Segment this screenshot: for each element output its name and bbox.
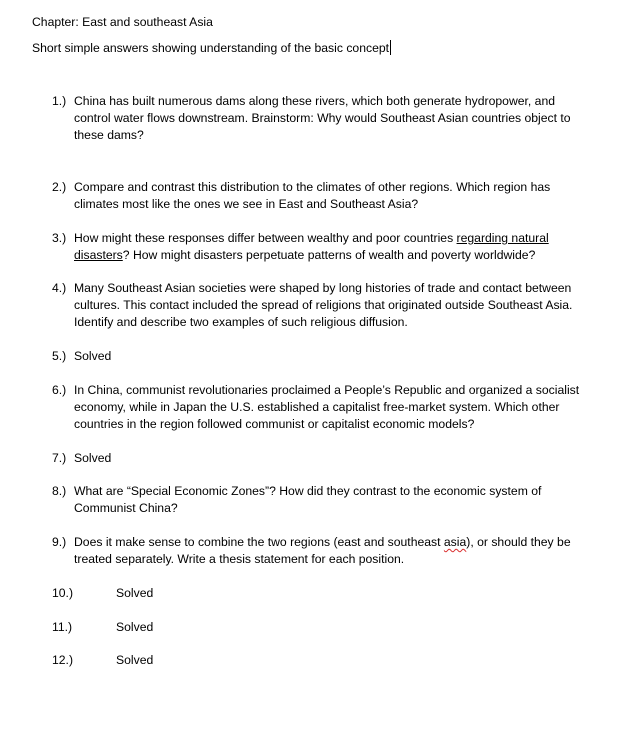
question-text: What are “Special Economic Zones”? How did they contrast to the economic system of Communist China? bbox=[74, 484, 542, 515]
question-number: 3.) bbox=[52, 231, 67, 245]
question-number: 7.) bbox=[52, 451, 67, 465]
question-number: 9.) bbox=[52, 535, 67, 549]
question-item-10 bbox=[52, 585, 592, 602]
question-text bbox=[74, 534, 592, 568]
question-number: 8.) bbox=[52, 484, 67, 498]
question-item-2 bbox=[52, 179, 592, 213]
question-number: 4.) bbox=[52, 281, 67, 295]
question-number: 11.) bbox=[52, 620, 73, 634]
question-text: Many Southeast Asian societies were shaped by long histories of trade and contact between cultures. This contact included the spread of religions that originated outside Southeast Asia. Identify and describe two examples of such religious diffusion. bbox=[74, 281, 573, 329]
answer-status: Solved bbox=[116, 586, 154, 600]
question-item-7 bbox=[52, 450, 592, 467]
question-item-1 bbox=[52, 93, 592, 144]
question-text bbox=[74, 230, 592, 264]
question-item-4 bbox=[52, 280, 592, 331]
question-text: In China, communist revolutionaries proclaimed a People’s Republic and organized a socialist economy, while in Japan the U.S. established a capitalist free-market system. Which other countries in the region followed communist or capitalist economic models? bbox=[74, 383, 580, 431]
answer-status: Solved bbox=[74, 349, 112, 363]
question-text-part: Does it make sense to combine the two regions (east and southeast bbox=[74, 535, 444, 549]
question-item-12 bbox=[52, 652, 592, 669]
question-item-9 bbox=[52, 534, 592, 568]
question-text-part: ? How might disasters perpetuate patterns of wealth and poverty worldwide? bbox=[122, 248, 536, 262]
question-text: Compare and contrast this distribution to the climates of other regions. Which region has climates most like the ones we see in East and Southeast Asia? bbox=[74, 180, 551, 211]
question-number: 5.) bbox=[52, 349, 67, 363]
underlined-phrase: regarding natural disasters bbox=[74, 231, 549, 262]
answer-status: Solved bbox=[74, 451, 112, 465]
instructions-line[interactable] bbox=[32, 40, 391, 57]
question-item-3 bbox=[52, 230, 592, 264]
answer-status: Solved bbox=[116, 620, 154, 634]
question-number: 10.) bbox=[52, 586, 74, 600]
instructions-text: Short simple answers showing understanding of the basic concept bbox=[32, 41, 390, 55]
question-item-11 bbox=[52, 619, 592, 636]
question-text: China has built numerous dams along these rivers, which both generate hydropower, and control water flows downstream. Brainstorm: Why would Southeast Asian countries object to these dams? bbox=[74, 94, 571, 142]
question-item-5 bbox=[52, 348, 592, 365]
question-number: 2.) bbox=[52, 180, 67, 194]
question-number: 6.) bbox=[52, 383, 67, 397]
text-cursor bbox=[390, 40, 391, 55]
question-item-8 bbox=[52, 483, 592, 517]
misspelled-word[interactable]: asia bbox=[443, 535, 467, 549]
question-item-6 bbox=[52, 382, 592, 433]
chapter-heading: Chapter: East and southeast Asia bbox=[32, 15, 213, 29]
answer-status: Solved bbox=[116, 653, 154, 667]
question-text-part: How might these responses differ between wealthy and poor countries bbox=[74, 231, 457, 245]
question-text-part: ), or should they be treated separately. Write a thesis statement for each position. bbox=[74, 535, 571, 566]
question-number: 12.) bbox=[52, 653, 74, 667]
question-number: 1.) bbox=[52, 94, 67, 108]
